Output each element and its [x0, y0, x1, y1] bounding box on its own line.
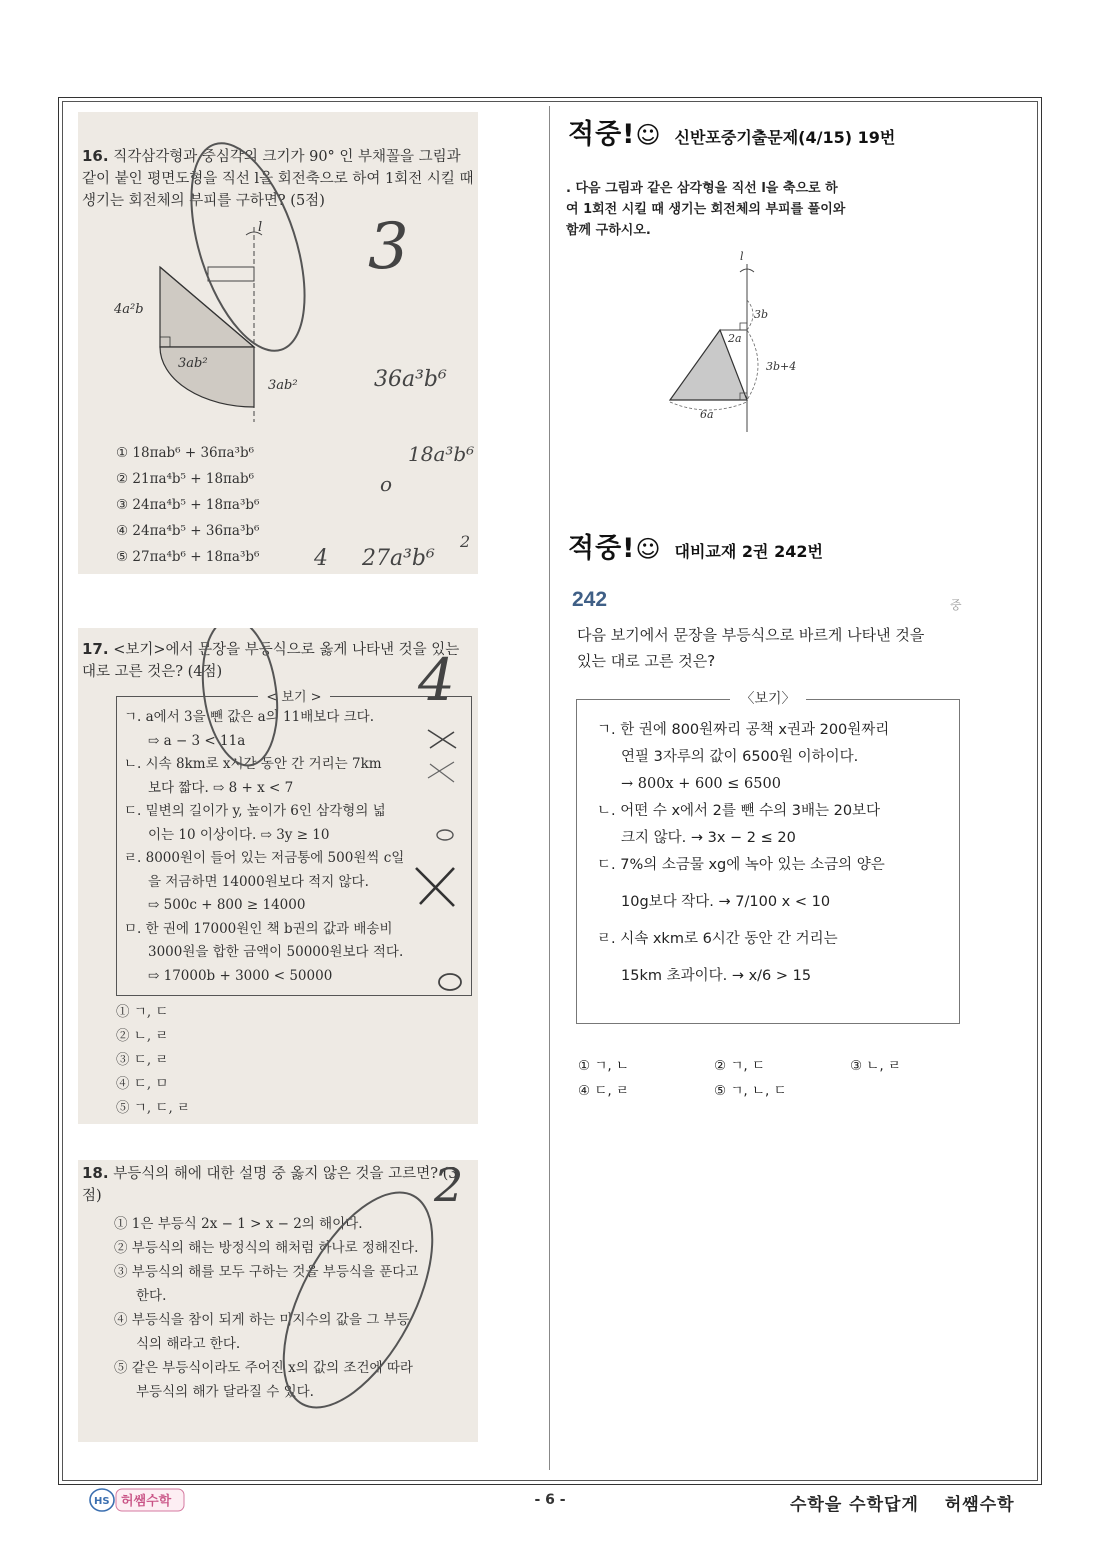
hit2-level-badge: 중 [950, 598, 962, 612]
q17-option-2[interactable]: ② ㄴ, ㄹ [116, 1028, 169, 1044]
hit2-item-n: ㄴ. 어떤 수 x에서 2를 뺀 수의 3배는 20보다 [597, 803, 881, 819]
q18-question: 부등식의 해에 대한 설명 중 옳지 않은 것을 고르면? (3점) [82, 1166, 458, 1204]
hit2-item-g-expr: → 800x + 600 ≤ 6500 [621, 776, 781, 792]
q17-number: 17. [82, 640, 109, 658]
q17-hand-answer: 4 [418, 646, 455, 714]
q16-hand-mark4: 4 [314, 546, 328, 571]
q18-option-4-cont: 식의 해라고 한다. [136, 1336, 241, 1352]
hit2-item-r-cont: 15km 초과이다. → x/6 > 15 [621, 968, 812, 984]
q16-label-axis: l [258, 220, 263, 235]
q17-item-g: ㄱ. a에서 3을 뺀 값은 a의 11배보다 크다. [124, 709, 375, 725]
hit1-right-angle-top [740, 323, 747, 330]
hit2-question-line2: 있는 대로 고른 것은? [577, 652, 716, 670]
smiley-icon: ☺ [635, 121, 661, 149]
q16-hand-calc2: 18a³b⁶ [408, 442, 475, 466]
hit2-choice-5[interactable]: ⑤ ㄱ, ㄴ, ㄷ [714, 1083, 787, 1099]
q16-handwritten-oval [168, 132, 328, 372]
q18-option-4[interactable]: ④ 부등식을 참이 되게 하는 미지수의 값을 그 부등 [114, 1312, 410, 1328]
slogan-main: 수학을 수학답게 [790, 1495, 919, 1515]
hit1-label-side: 2a [728, 332, 742, 345]
hit2-item-n-cont: 크지 않다. → 3x − 2 ≤ 20 [621, 830, 796, 846]
q16-option-2[interactable]: ② 21πa⁴b⁵ + 18πab⁶ [116, 471, 255, 487]
q18-hand-answer: 2 [434, 1158, 464, 1212]
q17-question: <보기>에서 문장을 부등식으로 옳게 나타낸 것을 있는 대로 고른 것은? (4점) [82, 642, 460, 680]
hit1-question-line1: . 다음 그림과 같은 삼각형을 직선 l을 축으로 하 [566, 181, 838, 196]
column-divider [549, 106, 550, 1470]
hit1-label-axis: l [740, 250, 744, 263]
q16-hand-calc1: 36a³b⁶ [374, 367, 447, 392]
hit2-question [577, 622, 977, 674]
smiley-icon: ☺ [635, 535, 661, 563]
q16-options [116, 440, 259, 570]
hit1-label-top: 3b [754, 308, 769, 321]
q16-hand-calc4: 27a³b⁶ [362, 546, 435, 571]
hit1-dim-arc-right [747, 330, 758, 400]
hit2-item-g-cont: 연필 3자루의 값이 6500원 이하이다. [621, 749, 859, 765]
q18-handwritten-oval [258, 1170, 458, 1430]
q16-number: 16. [82, 147, 109, 165]
q17-item-m-cont: 3000원을 합한 금액이 50000원보다 적다. [148, 944, 404, 960]
hit2-item-r: ㄹ. 시속 xkm로 6시간 동안 간 거리는 [597, 931, 838, 947]
hit2-item-d-cont: 10g보다 작다. → 7/100 x < 10 [621, 894, 831, 910]
hit2-choice-1[interactable]: ① ㄱ, ㄴ [578, 1058, 630, 1074]
q16-option-3[interactable]: ③ 24πa⁴b⁵ + 18πa³b⁶ [116, 497, 260, 513]
hit1-source: 신반포중기출문제(4/15) 19번 [674, 128, 896, 147]
hit1-figure [660, 250, 800, 435]
q17-item-g-expr: ⇨ a − 3 < 11a [148, 732, 246, 749]
q17-scan-panel [78, 628, 478, 1124]
q16-hand-mark2: 2 [460, 532, 471, 551]
hit2-title [568, 526, 823, 565]
q17-item-m: ㅁ. 한 권에 17000원인 책 b권의 값과 배송비 [124, 920, 393, 937]
page-number: - 6 - [534, 1492, 566, 1508]
brand-logo [88, 1486, 186, 1514]
q18-option-3[interactable]: ③ 부등식의 해를 모두 구하는 것을 부등식을 푼다고 [114, 1264, 419, 1280]
hit2-item-g: ㄱ. 한 권에 800원짜리 공책 x권과 200원짜리 [597, 722, 890, 738]
q17-option-5[interactable]: ⑤ ㄱ, ㄷ, ㄹ [116, 1100, 191, 1116]
q17-item-n-expr: 보다 짧다. ⇨ 8 + x < 7 [148, 779, 294, 796]
q17-item-m-expr: ⇨ 17000b + 3000 < 50000 [148, 967, 333, 984]
svg-text:HS: HS [94, 1496, 110, 1507]
q18-option-1[interactable]: ① 1은 부등식 2x − 1 > x − 2의 해이다. [114, 1216, 363, 1232]
q18-option-5-cont: 부등식의 해가 달라질 수 있다. [136, 1384, 314, 1400]
q16-label-left: 4a²b [114, 302, 144, 317]
q17-item-d-expr: 이는 10 이상이다. ⇨ 3y ≥ 10 [148, 826, 330, 843]
hit2-choice-4[interactable]: ④ ㄷ, ㄹ [578, 1083, 630, 1099]
q17-option-3[interactable]: ③ ㄷ, ㄹ [116, 1052, 169, 1068]
hit1-question-line3: 함께 구하시오. [566, 223, 651, 238]
q16-option-4[interactable]: ④ 24πa⁴b⁵ + 36πa³b⁶ [116, 523, 260, 539]
q16-scan-panel [78, 112, 478, 574]
svg-text:허쌤수학: 허쌤수학 [121, 1494, 172, 1509]
hit1-big: 적중! [568, 119, 636, 150]
q18-option-5[interactable]: ⑤ 같은 부등식이라도 주어진 x의 값의 조건에 따라 [114, 1360, 413, 1376]
hit1-dim-arc-top [747, 300, 753, 330]
q17-item-d: ㄷ. 밑변의 길이가 y, 높이가 6인 삼각형의 넓 [124, 803, 386, 819]
hit2-choice-3[interactable]: ③ ㄴ, ㄹ [850, 1058, 902, 1074]
q16-hand-calc3: o [380, 472, 393, 496]
hit1-question-line2: 여 1회전 시킬 때 생기는 회전체의 부피를 풀이와 [566, 202, 846, 217]
q18-option-2[interactable]: ② 부등식의 해는 방정식의 해처럼 하나로 정해진다. [114, 1240, 419, 1256]
q17-item-r-expr: ⇨ 500c + 800 ≥ 14000 [148, 897, 306, 913]
hit2-bogi-items [597, 717, 947, 990]
q18-option-3-cont: 한다. [136, 1288, 167, 1304]
slogan-brand: 허쌤수학 [944, 1495, 1015, 1515]
hit1-label-bottom: 6a [700, 408, 714, 421]
hit2-bogi-title: 〈보기〉 [576, 688, 960, 708]
hit1-label-right: 3b+4 [766, 360, 797, 373]
q18-scan-panel [78, 1160, 478, 1442]
q16-option-1[interactable]: ① 18πab⁶ + 36πa³b⁶ [116, 445, 255, 461]
q17-item-n: ㄴ. 시속 8km로 x시간 동안 간 거리는 7km [124, 756, 382, 772]
hit2-item-d: ㄷ. 7%의 소금물 xg에 녹아 있는 소금의 양은 [597, 857, 885, 873]
hit2-problem-number: 242 [572, 588, 608, 611]
q16-option-5[interactable]: ⑤ 27πa⁴b⁶ + 18πa³b⁶ [116, 549, 260, 565]
footer-slogan [790, 1490, 1015, 1515]
hit2-choice-2[interactable]: ② ㄱ, ㄷ [714, 1058, 766, 1074]
hit2-choices [578, 1054, 986, 1104]
q17-item-r: ㄹ. 8000원이 들어 있는 저금통에 500원씩 c일 [124, 850, 405, 866]
q17-option-1[interactable]: ① ㄱ, ㄷ [116, 1004, 169, 1020]
q17-bogi-title: < 보기 > [116, 686, 472, 705]
hit2-big: 적중! [568, 533, 636, 564]
hit2-question-line1: 다음 보기에서 문장을 부등식으로 바르게 나타낸 것을 [577, 626, 925, 644]
q17-item-r-cont: 을 저금하면 14000원보다 적지 않다. [148, 873, 369, 890]
hit1-question [566, 178, 906, 241]
q16-question: 직각삼각형과 중심각의 크기가 90° 인 부채꼴을 그림과 같이 붙인 평면도형을 직선 l을 회전축으로 하여 1회전 시킬 때 생기는 회전체의 부피를 구하면? (5점) [82, 149, 474, 209]
hit1-title [568, 112, 895, 151]
q16-label-mid: 3ab² [178, 356, 208, 371]
hit2-source: 대비교재 2권 242번 [674, 542, 823, 561]
q16-label-right: 3ab² [268, 378, 298, 393]
q17-option-4[interactable]: ④ ㄷ, ㅁ [116, 1076, 169, 1092]
q18-number: 18. [82, 1164, 109, 1182]
q16-hand-answer: 3 [368, 210, 409, 284]
